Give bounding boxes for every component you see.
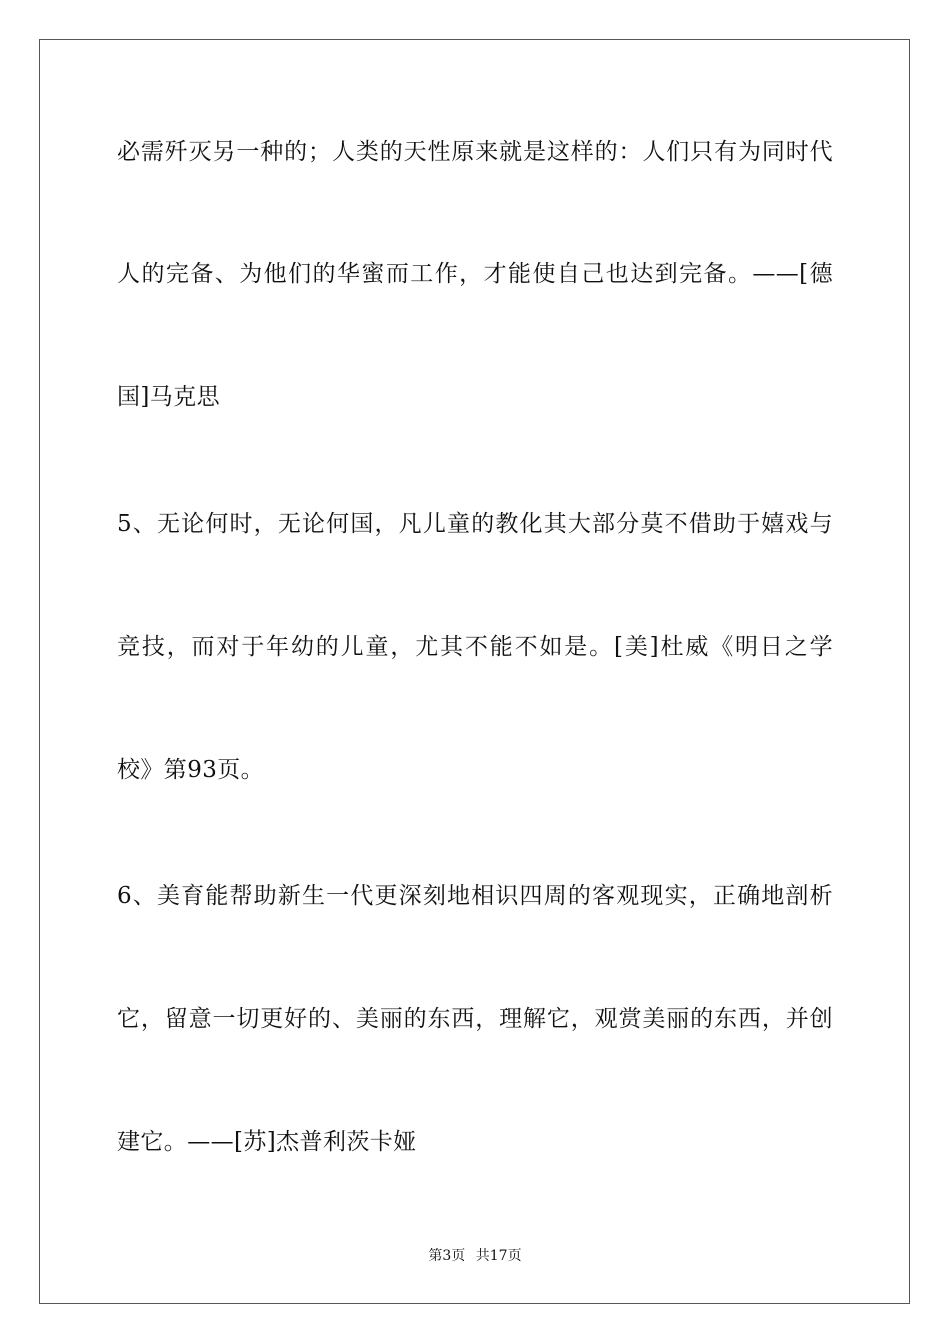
text-line-5: 竞技，而对于年幼的儿童，尤其不能不如是。[美]杜威《明日之学 [117, 634, 833, 660]
text-line-9: 建它。——[苏]杰普利茨卡娅 [117, 1129, 417, 1155]
text-line-8: 它，留意一切更好的、美丽的东西，理解它，观赏美丽的东西，并创 [117, 1006, 833, 1032]
text-line-1: 必需歼灭另一种的；人类的天性原来就是这样的：人们只有为同时代 [117, 139, 833, 165]
text-line-7: 6、美育能帮助新生一代更深刻地相识四周的客观现实，正确地剖析 [117, 883, 833, 909]
page-total: 共17页 [475, 1248, 522, 1264]
page-frame [39, 39, 910, 1304]
page-number: 第3页 [428, 1248, 466, 1264]
text-line-3: 国]马克思 [117, 384, 220, 410]
text-line-2: 人的完备、为他们的华蜜而工作，才能使自己也达到完备。——[德 [117, 261, 833, 287]
page-footer [0, 1247, 950, 1265]
text-line-4: 5、无论何时，无论何国，凡儿童的教化其大部分莫不借助于嬉戏与 [117, 511, 833, 537]
text-line-6: 校》第93页。 [117, 757, 265, 783]
